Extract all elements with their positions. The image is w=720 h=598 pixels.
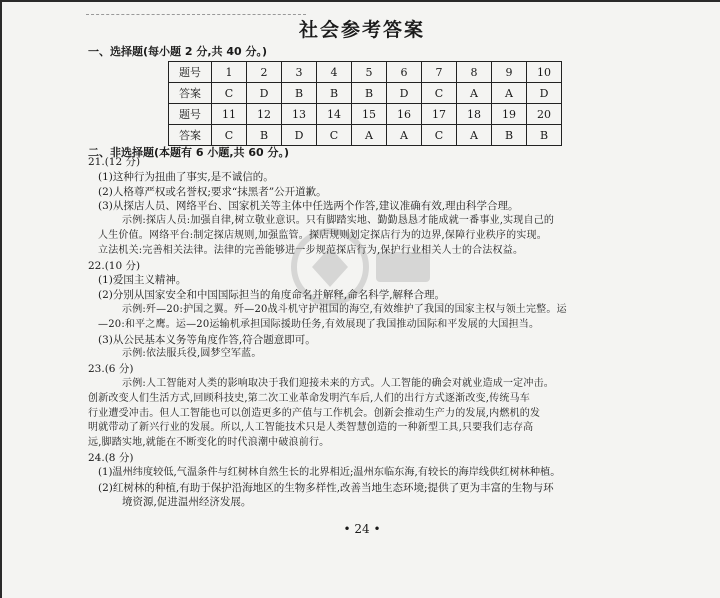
q23-heading: 23.(6 分) [88,363,134,376]
table-cell: A [492,83,527,104]
section-1-heading: 一、选择题(每小题 2 分,共 40 分。) [88,45,268,58]
q23-line2: 创新改变人们生活方式,回顾科技史,第二次工业革命发明汽车后,人们的出行方式逐渐改变,传统马车 [88,392,530,404]
watermark-logo [290,222,440,316]
table-cell: 10 [527,62,562,83]
table-cell: 16 [387,104,422,125]
q23-line4: 明就带动了新兴行业的发展。所以,人工智能技术只是人类智慧创造的一种新型工具,只要我们志存高 [88,422,534,434]
q23-line3: 行业遭受冲击。但人工智能也可以创造更多的产值与工作机会。创新会推动生产力的发展,内燃机的发 [88,407,541,419]
table-cell: 6 [387,62,422,83]
q24-part1: (1)温州纬度较低,气温条件与红树林自然生长的北界相近;温州东临东海,有较长的海岸线供红树林种植。 [98,466,561,478]
q21-example-line2: 人生价值。网络平台:制定探店规则,加强监管。探店规则划定探店行为的边界,保障行业秩序的实现。 [98,229,547,241]
page-title: 社会参考答案 [298,19,425,41]
q21-part3: (3)从探店人员、网络平台、国家机关等主体中任选两个作答,建议准确有效,理由科学合理。 [98,200,519,213]
table-cell: 15 [352,104,387,125]
table-cell: A [352,125,387,146]
table-cell: C [422,83,457,104]
table-row-header: 题号 [169,62,212,83]
q22-part3: (3)从公民基本义务等角度作答,符合题意即可。 [98,333,316,346]
table-row [169,62,562,83]
page-number: • 24 • [343,522,381,536]
q23-line5: 远,脚踏实地,就能在不断变化的时代浪潮中破浪前行。 [88,437,330,449]
q21-example-line1: 示例:探店人员:加强自律,树立敬业意识。只有脚踏实地、勤勤恳恳才能成就一番事业,实现自己的 [122,215,555,227]
table-cell: B [527,125,562,146]
table-cell: D [527,83,562,104]
q23-line1: 示例:人工智能对人类的影响取决于我们迎接未来的方式。人工智能的确会对就业造成一定冲击。 [122,377,554,389]
q21-heading: 21.(12 分) [88,156,141,168]
table-cell: C [317,125,352,146]
table-cell: A [457,83,492,104]
table-cell: 11 [212,104,247,125]
table-cell: 14 [317,104,352,125]
table-cell: A [457,125,492,146]
table-cell: 4 [317,62,352,83]
table-cell: D [387,83,422,104]
table-cell: C [212,83,247,104]
table-cell: 1 [212,62,247,83]
table-cell: C [212,125,247,146]
table-cell: 18 [457,104,492,125]
answer-table [168,61,562,146]
table-cell: 13 [282,104,317,125]
table-cell: 2 [247,62,282,83]
table-row-header: 答案 [169,125,212,146]
table-cell: A [387,125,422,146]
q24-part2-line1: (2)红树林的种植,有助于保护沿海地区的生物多样性,改善当地生态环境;提供了更为丰富的生物与环 [98,481,554,494]
q21-example-line3: 立法机关:完善相关法律。法律的完善能够进一步规范探店行为,保护行业相关人士的合法权益。 [98,244,524,256]
table-cell: B [247,125,282,146]
table-cell: 5 [352,62,387,83]
q24-part2-line2: 境资源,促进温州经济发展。 [122,496,252,509]
table-cell: 20 [527,104,562,125]
table-row [169,83,562,104]
table-cell: B [352,83,387,104]
q22-example-line3: 示例:依法服兵役,圆梦空军蓝。 [122,348,262,360]
table-cell: 9 [492,62,527,83]
q24-heading: 24.(8 分) [88,451,134,464]
q22-part2: (2)分别从国家安全和中国国际担当的角度命名并解释,命名科学,解释合理。 [98,289,446,302]
table-row [169,125,562,146]
table-cell: 3 [282,62,317,83]
table-row [169,104,562,125]
table-row-header: 答案 [169,83,212,104]
q22-example-line1: 示例:歼—20:护国之翼。歼—20战斗机守护祖国的海空,有效维护了我国的国家主权与领土完整。运 [122,303,567,315]
table-cell: 7 [422,62,457,83]
section-2-heading: 二、非选择题(本题有 6 小题,共 60 分。) [88,146,290,159]
q22-part1: (1)爱国主义精神。 [98,274,187,287]
table-cell: 17 [422,104,457,125]
table-cell: D [282,125,317,146]
table-row-header: 题号 [169,104,212,125]
table-cell: D [247,83,282,104]
table-cell: 8 [457,62,492,83]
table-cell: B [282,83,317,104]
q22-heading: 22.(10 分) [88,259,141,272]
table-cell: C [422,125,457,146]
table-cell: 12 [247,104,282,125]
q21-part1: (1)这种行为扭曲了事实,是不诚信的。 [98,170,274,183]
q22-example-line2: —20:和平之鹰。运—20运输机承担国际援助任务,有效展现了我国推动国际和平发展的大国担当。 [98,318,540,330]
q21-part2: (2)人格尊严权或名誉权;要求“抹黑者”公开道歉。 [98,185,327,198]
answer-body [88,155,700,510]
table-cell: 19 [492,104,527,125]
table-cell: B [317,83,352,104]
table-cell: B [492,125,527,146]
